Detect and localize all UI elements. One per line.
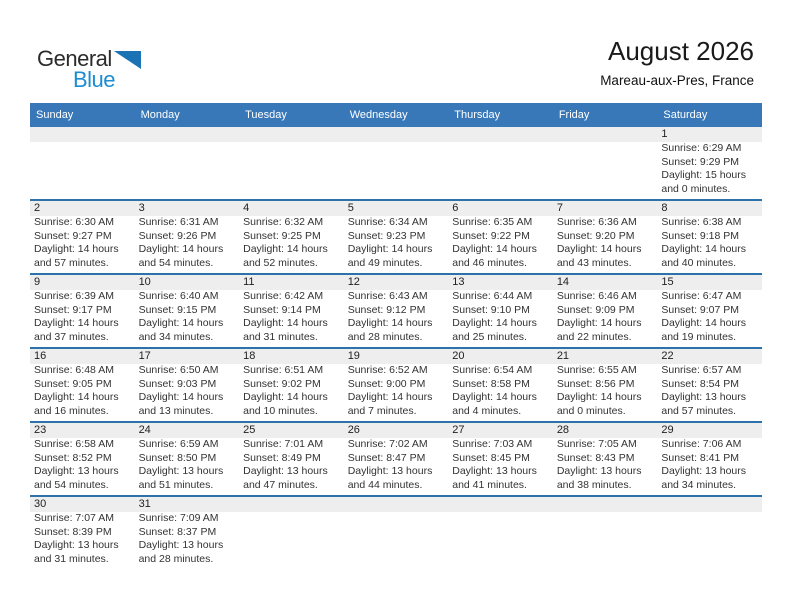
day-number: 19 [347, 350, 360, 362]
day-number: 30 [34, 498, 47, 510]
daylight-text-cont: and 37 minutes. [34, 330, 109, 343]
sunrise-text: Sunrise: 6:40 AM [138, 290, 219, 302]
daylight-text: Daylight: 14 hours [556, 317, 642, 330]
calendar-day-15 [657, 275, 762, 347]
calendar-day-1 [657, 127, 762, 199]
daylight-text-cont: and 31 minutes. [34, 552, 109, 565]
daylight-text-cont: and 47 minutes. [243, 478, 318, 491]
day-number: 2 [34, 202, 41, 214]
sunrise-text: Sunrise: 7:03 AM [452, 438, 533, 450]
calendar-day-8 [657, 201, 762, 273]
daylight-text-cont: and 46 minutes. [452, 256, 527, 269]
calendar-day-empty [30, 127, 135, 199]
logo-text-blue: Blue [73, 67, 116, 92]
daylight-text-cont: and 49 minutes. [347, 256, 423, 269]
sunrise-text: Sunrise: 6:29 AM [661, 142, 742, 154]
sunrise-text: Sunrise: 7:02 AM [347, 438, 428, 450]
sunrise-text: Sunrise: 6:43 AM [347, 290, 428, 302]
sunset-text: Sunset: 9:27 PM [34, 229, 112, 242]
day-number: 27 [452, 424, 465, 436]
calendar-day-20 [448, 349, 553, 421]
sunset-text: Sunset: 9:10 PM [452, 303, 530, 316]
weekday-header-monday: Monday [140, 109, 180, 121]
day-number: 24 [138, 424, 151, 436]
sunrise-text: Sunrise: 6:59 AM [138, 438, 219, 450]
calendar-day-10 [135, 275, 240, 347]
logo-triangle-icon [114, 51, 141, 73]
daylight-text: Daylight: 14 hours [138, 243, 224, 256]
calendar-day-29 [657, 423, 762, 495]
sunrise-text: Sunrise: 6:47 AM [661, 290, 742, 302]
daylight-text: Daylight: 14 hours [34, 243, 119, 256]
calendar-day-27 [448, 423, 553, 495]
sunset-text: Sunset: 9:12 PM [347, 303, 426, 316]
day-number: 7 [556, 202, 563, 214]
calendar-day-empty [135, 127, 240, 199]
sunrise-text: Sunrise: 6:39 AM [34, 290, 114, 302]
weekday-header-row [30, 103, 762, 127]
week-row-1 [30, 127, 762, 199]
sunset-text: Sunset: 9:17 PM [34, 303, 112, 316]
day-number: 3 [138, 202, 145, 214]
day-number: 23 [34, 424, 47, 436]
daylight-text-cont: and 31 minutes. [243, 330, 318, 343]
daylight-text-cont: and 54 minutes. [138, 256, 214, 269]
sunset-text: Sunset: 9:26 PM [138, 229, 217, 242]
day-number: 22 [661, 350, 674, 362]
daylight-text-cont: and 0 minutes. [661, 182, 731, 195]
calendar-day-18 [239, 349, 344, 421]
day-number: 10 [138, 276, 151, 288]
sunrise-text: Sunrise: 6:48 AM [34, 364, 114, 376]
daylight-text-cont: and 57 minutes. [661, 404, 737, 417]
daylight-text: Daylight: 13 hours [661, 465, 747, 478]
day-number: 15 [661, 276, 674, 288]
weekday-header-friday: Friday [558, 109, 590, 121]
calendar-day-17 [135, 349, 240, 421]
sunrise-text: Sunrise: 6:50 AM [138, 364, 219, 376]
daylight-text: Daylight: 14 hours [452, 317, 537, 330]
sunset-text: Sunset: 9:00 PM [347, 377, 426, 390]
day-number: 25 [243, 424, 256, 436]
day-number: 6 [452, 202, 459, 214]
daylight-text: Daylight: 14 hours [243, 391, 328, 404]
daylight-text: Daylight: 14 hours [661, 243, 747, 256]
calendar-day-23 [30, 423, 135, 495]
daylight-text: Daylight: 13 hours [34, 465, 119, 478]
calendar-day-11 [239, 275, 344, 347]
sunrise-text: Sunrise: 6:32 AM [243, 216, 324, 228]
weekday-header-sunday: Sunday [36, 109, 74, 121]
sunrise-text: Sunrise: 6:44 AM [452, 290, 533, 302]
sunset-text: Sunset: 8:41 PM [661, 451, 740, 464]
daylight-text: Daylight: 13 hours [34, 539, 119, 552]
calendar-day-empty [553, 497, 658, 569]
daylight-text: Daylight: 14 hours [138, 391, 224, 404]
page-title: August 2026 [607, 36, 754, 66]
calendar-day-19 [344, 349, 449, 421]
calendar-day-empty [448, 497, 553, 569]
daylight-text: Daylight: 13 hours [138, 539, 224, 552]
day-number: 12 [347, 276, 360, 288]
sunrise-text: Sunrise: 6:55 AM [556, 364, 637, 376]
daylight-text-cont: and 40 minutes. [661, 256, 737, 269]
daylight-text-cont: and 34 minutes. [661, 478, 737, 491]
calendar-day-empty [344, 127, 449, 199]
sunset-text: Sunset: 9:15 PM [138, 303, 217, 316]
calendar-day-9 [30, 275, 135, 347]
daylight-text: Daylight: 14 hours [243, 317, 328, 330]
calendar-day-13 [448, 275, 553, 347]
calendar-day-26 [344, 423, 449, 495]
weekday-header-tuesday: Tuesday [245, 109, 287, 121]
sunrise-text: Sunrise: 6:46 AM [556, 290, 637, 302]
title-block [600, 36, 754, 88]
calendar-day-14 [553, 275, 658, 347]
day-number: 4 [243, 202, 250, 214]
sunrise-text: Sunrise: 6:57 AM [661, 364, 742, 376]
daylight-text: Daylight: 14 hours [452, 243, 537, 256]
sunrise-text: Sunrise: 7:06 AM [661, 438, 742, 450]
daylight-text: Daylight: 14 hours [347, 391, 433, 404]
weekday-header-saturday: Saturday [663, 109, 708, 121]
sunrise-text: Sunrise: 6:34 AM [347, 216, 428, 228]
calendar-day-empty [657, 497, 762, 569]
sunset-text: Sunset: 8:47 PM [347, 451, 426, 464]
sunset-text: Sunset: 8:39 PM [34, 525, 112, 538]
day-number: 18 [243, 350, 256, 362]
sunrise-text: Sunrise: 6:30 AM [34, 216, 114, 228]
week-row-2 [30, 199, 762, 273]
daylight-text: Daylight: 14 hours [347, 317, 433, 330]
daylight-text: Daylight: 13 hours [452, 465, 537, 478]
calendar-day-6 [448, 201, 553, 273]
daylight-text: Daylight: 14 hours [556, 243, 642, 256]
daylight-text-cont: and 41 minutes. [452, 478, 527, 491]
general-blue-logo [37, 48, 141, 91]
calendar-day-16 [30, 349, 135, 421]
day-number: 17 [138, 350, 151, 362]
sunset-text: Sunset: 8:50 PM [138, 451, 217, 464]
sunset-text: Sunset: 9:05 PM [34, 377, 112, 390]
calendar-day-empty [239, 497, 344, 569]
sunset-text: Sunset: 9:23 PM [347, 229, 426, 242]
sunrise-text: Sunrise: 6:58 AM [34, 438, 114, 450]
sunset-text: Sunset: 9:02 PM [243, 377, 321, 390]
calendar-day-28 [553, 423, 658, 495]
sunset-text: Sunset: 9:25 PM [243, 229, 321, 242]
day-number: 5 [347, 202, 354, 214]
calendar-day-31 [135, 497, 240, 569]
sunset-text: Sunset: 9:03 PM [138, 377, 217, 390]
day-number: 16 [34, 350, 47, 362]
sunset-text: Sunset: 8:54 PM [661, 377, 740, 390]
daylight-text-cont: and 44 minutes. [347, 478, 423, 491]
sunrise-text: Sunrise: 7:07 AM [34, 512, 114, 524]
daylight-text-cont: and 7 minutes. [347, 404, 417, 417]
day-number: 28 [556, 424, 570, 436]
sunset-text: Sunset: 9:29 PM [661, 155, 740, 168]
daylight-text-cont: and 16 minutes. [34, 404, 109, 417]
sunset-text: Sunset: 9:18 PM [661, 229, 740, 242]
calendar-day-30 [30, 497, 135, 569]
day-number: 14 [556, 276, 570, 288]
day-number: 9 [34, 276, 41, 288]
calendar-day-25 [239, 423, 344, 495]
calendar-day-22 [657, 349, 762, 421]
sunrise-text: Sunrise: 7:05 AM [556, 438, 637, 450]
daylight-text: Daylight: 14 hours [452, 391, 537, 404]
daylight-text-cont: and 28 minutes. [138, 552, 214, 565]
daylight-text-cont: and 28 minutes. [347, 330, 423, 343]
daylight-text: Daylight: 15 hours [661, 169, 747, 182]
day-number: 21 [556, 350, 570, 362]
week-row-4 [30, 347, 762, 421]
daylight-text: Daylight: 14 hours [347, 243, 433, 256]
calendar-day-12 [344, 275, 449, 347]
daylight-text: Daylight: 13 hours [661, 391, 747, 404]
daylight-text-cont: and 0 minutes. [556, 404, 626, 417]
daylight-text-cont: and 54 minutes. [34, 478, 109, 491]
week-row-5 [30, 421, 762, 495]
day-number: 26 [347, 424, 360, 436]
daylight-text: Daylight: 14 hours [243, 243, 328, 256]
daylight-text-cont: and 51 minutes. [138, 478, 214, 491]
daylight-text-cont: and 52 minutes. [243, 256, 318, 269]
sunrise-text: Sunrise: 6:54 AM [452, 364, 533, 376]
sunset-text: Sunset: 9:09 PM [556, 303, 635, 316]
sunrise-text: Sunrise: 6:38 AM [661, 216, 742, 228]
sunrise-text: Sunrise: 6:31 AM [138, 216, 219, 228]
daylight-text-cont: and 25 minutes. [452, 330, 527, 343]
calendar-day-5 [344, 201, 449, 273]
day-number: 11 [243, 276, 255, 288]
sunset-text: Sunset: 8:58 PM [452, 377, 530, 390]
calendar-day-24 [135, 423, 240, 495]
calendar-day-empty [344, 497, 449, 569]
calendar-day-empty [448, 127, 553, 199]
sunrise-text: Sunrise: 6:42 AM [243, 290, 324, 302]
day-number: 8 [661, 202, 668, 214]
daylight-text: Daylight: 14 hours [661, 317, 747, 330]
sunset-text: Sunset: 8:37 PM [138, 525, 217, 538]
week-row-3 [30, 273, 762, 347]
daylight-text-cont: and 34 minutes. [138, 330, 214, 343]
daylight-text-cont: and 22 minutes. [556, 330, 632, 343]
sunset-text: Sunset: 8:45 PM [452, 451, 530, 464]
sunset-text: Sunset: 8:49 PM [243, 451, 321, 464]
calendar-day-empty [553, 127, 658, 199]
daylight-text: Daylight: 13 hours [347, 465, 433, 478]
calendar-day-empty [239, 127, 344, 199]
daylight-text: Daylight: 13 hours [138, 465, 224, 478]
calendar-day-4 [239, 201, 344, 273]
day-number: 1 [661, 128, 668, 140]
sunset-text: Sunset: 9:14 PM [243, 303, 321, 316]
daylight-text-cont: and 38 minutes. [556, 478, 632, 491]
sunrise-text: Sunrise: 7:09 AM [138, 512, 219, 524]
daylight-text: Daylight: 14 hours [34, 391, 119, 404]
daylight-text-cont: and 10 minutes. [243, 404, 318, 417]
sunset-text: Sunset: 8:43 PM [556, 451, 635, 464]
day-number: 31 [138, 498, 151, 510]
daylight-text: Daylight: 14 hours [556, 391, 642, 404]
day-number: 13 [452, 276, 465, 288]
calendar-day-21 [553, 349, 658, 421]
weekday-header-wednesday: Wednesday [349, 109, 408, 121]
sunrise-text: Sunrise: 6:51 AM [243, 364, 324, 376]
sunset-text: Sunset: 9:07 PM [661, 303, 740, 316]
sunrise-text: Sunrise: 7:01 AM [243, 438, 324, 450]
calendar-day-3 [135, 201, 240, 273]
week-row-6 [30, 495, 762, 569]
page-subtitle: Mareau-aux-Pres, France [600, 73, 754, 89]
daylight-text: Daylight: 13 hours [556, 465, 642, 478]
sunset-text: Sunset: 9:22 PM [452, 229, 530, 242]
calendar-day-2 [30, 201, 135, 273]
daylight-text: Daylight: 14 hours [34, 317, 119, 330]
day-number: 20 [452, 350, 465, 362]
day-number: 29 [661, 424, 674, 436]
sunrise-text: Sunrise: 6:35 AM [452, 216, 533, 228]
sunrise-text: Sunrise: 6:52 AM [347, 364, 428, 376]
daylight-text: Daylight: 14 hours [138, 317, 224, 330]
calendar-day-7 [553, 201, 658, 273]
sunrise-text: Sunrise: 6:36 AM [556, 216, 637, 228]
logo-text-general: General [37, 46, 112, 71]
daylight-text-cont: and 43 minutes. [556, 256, 632, 269]
calendar [30, 103, 762, 569]
sunset-text: Sunset: 9:20 PM [556, 229, 635, 242]
sunset-text: Sunset: 8:56 PM [556, 377, 635, 390]
weekday-header-thursday: Thursday [454, 109, 501, 121]
daylight-text-cont: and 4 minutes. [452, 404, 522, 417]
daylight-text: Daylight: 13 hours [243, 465, 328, 478]
daylight-text-cont: and 57 minutes. [34, 256, 109, 269]
sunset-text: Sunset: 8:52 PM [34, 451, 112, 464]
daylight-text-cont: and 19 minutes. [661, 330, 737, 343]
daylight-text-cont: and 13 minutes. [138, 404, 214, 417]
